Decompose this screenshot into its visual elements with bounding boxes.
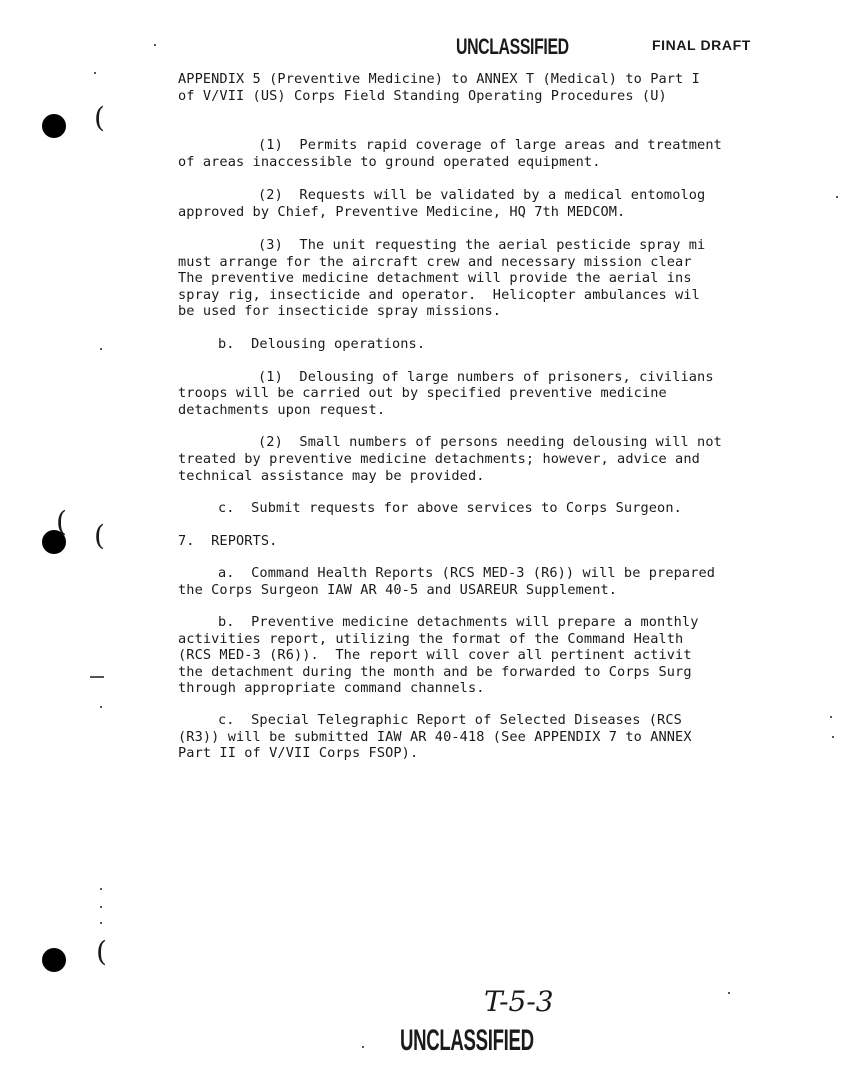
reports-b-line-3: (RCS MED-3 (R6)). The report will cover all pertinent activit	[178, 647, 692, 663]
scan-speck	[836, 196, 838, 198]
scan-speck	[362, 1046, 364, 1048]
scan-mark: (	[94, 101, 105, 134]
para-1-line-1: (1) Permits rapid coverage of large areas and treatment	[258, 137, 722, 153]
classification-stamp-bottom: UNCLASSIFIED	[400, 1024, 534, 1057]
scan-speck	[94, 72, 96, 74]
para-b2-line-3: technical assistance may be provided.	[178, 468, 485, 484]
reports-a-line-2: the Corps Surgeon IAW AR 40-5 and USAREUR Supplement.	[178, 582, 618, 598]
section-b-heading: b. Delousing operations.	[218, 336, 426, 352]
scan-speck	[100, 348, 102, 350]
reports-c-line-2: (R3)) will be submitted IAW AR 40-418 (See APPENDIX 7 to ANNEX	[178, 729, 692, 745]
section-c-line: c. Submit requests for above services to Corps Surgeon.	[218, 500, 682, 516]
scan-mark: (	[96, 935, 107, 968]
appendix-title-line-1: APPENDIX 5 (Preventive Medicine) to ANNEX T (Medical) to Part I	[178, 71, 700, 87]
reports-a-line-1: a. Command Health Reports (RCS MED-3 (R6)) will be prepared	[218, 565, 716, 581]
para-1-line-2: of areas inaccessible to ground operated equipment.	[178, 154, 601, 170]
draft-label: FINAL DRAFT	[652, 37, 751, 53]
scan-mark: (	[94, 519, 105, 552]
scan-speck	[728, 992, 730, 994]
appendix-title-line-2: of V/VII (US) Corps Field Standing Operating Procedures (U)	[178, 88, 667, 104]
scan-speck	[90, 676, 104, 678]
scan-speck	[100, 922, 102, 924]
para-b2-line-2: treated by preventive medicine detachments; however, advice and	[178, 451, 700, 467]
reports-b-line-1: b. Preventive medicine detachments will prepare a monthly	[218, 614, 699, 630]
classification-stamp-top: UNCLASSIFIED	[456, 34, 569, 59]
reports-b-line-4: the detachment during the month and be forwarded to Corps Surg	[178, 664, 692, 680]
scan-speck	[830, 716, 832, 718]
scan-speck	[100, 706, 102, 708]
para-2-line-1: (2) Requests will be validated by a medical entomolog	[258, 187, 706, 203]
scan-speck	[100, 906, 102, 908]
para-2-line-2: approved by Chief, Preventive Medicine, HQ 7th MEDCOM.	[178, 204, 626, 220]
para-3-line-1: (3) The unit requesting the aerial pesticide spray mi	[258, 237, 706, 253]
scan-speck	[154, 44, 156, 46]
para-b1-line-3: detachments upon request.	[178, 402, 386, 418]
para-3-line-4: spray rig, insecticide and operator. Helicopter ambulances wil	[178, 287, 700, 303]
punch-hole-icon	[42, 948, 66, 972]
reports-b-line-2: activities report, utilizing the format of the Command Health	[178, 631, 684, 647]
para-b2-line-1: (2) Small numbers of persons needing delousing will not	[258, 434, 722, 450]
reports-b-line-5: through appropriate command channels.	[178, 680, 485, 696]
scan-speck	[832, 736, 834, 738]
scan-speck	[100, 888, 102, 890]
section-7-heading: 7. REPORTS.	[178, 533, 278, 549]
punch-hole-icon	[42, 114, 66, 138]
reports-c-line-1: c. Special Telegraphic Report of Selected Diseases (RCS	[218, 712, 682, 728]
para-3-line-5: be used for insecticide spray missions.	[178, 303, 502, 319]
scan-mark: (	[56, 505, 67, 538]
handwritten-page-number: T-5-3	[484, 985, 554, 1018]
para-3-line-2: must arrange for the aircraft crew and necessary mission clear	[178, 254, 692, 270]
reports-c-line-3: Part II of V/VII Corps FSOP).	[178, 745, 419, 761]
para-b1-line-2: troops will be carried out by specified preventive medicine	[178, 385, 667, 401]
para-b1-line-1: (1) Delousing of large numbers of prisoners, civilians	[258, 369, 714, 385]
para-3-line-3: The preventive medicine detachment will provide the aerial ins	[178, 270, 692, 286]
